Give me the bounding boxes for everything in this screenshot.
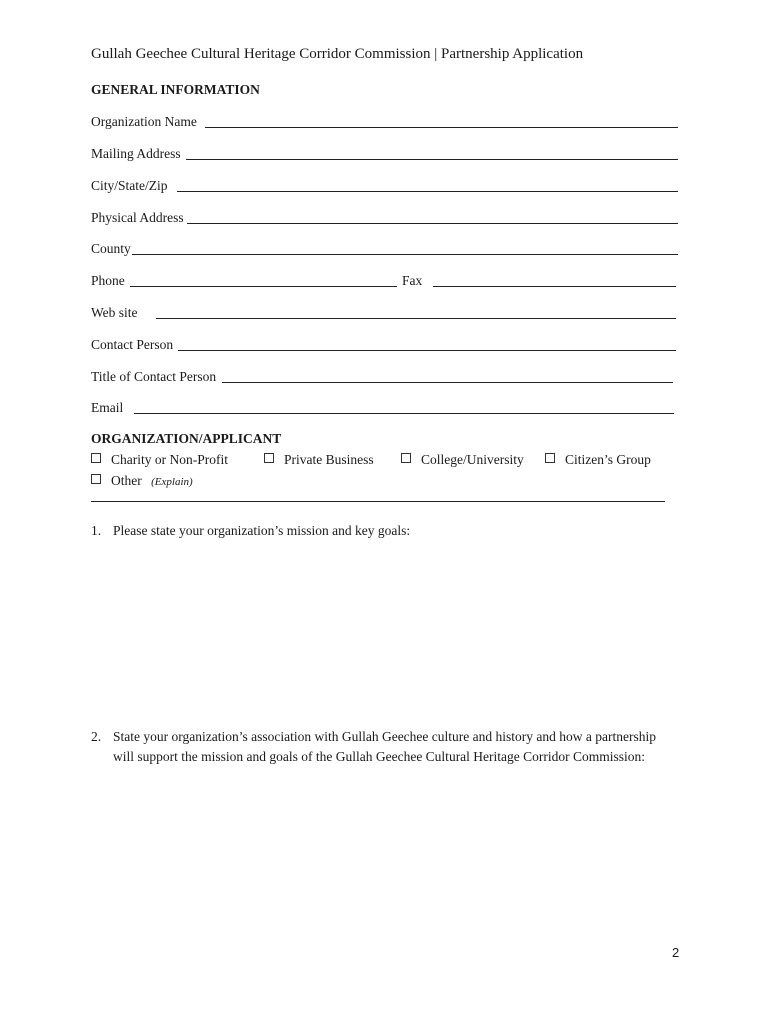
web-site-label: Web site [91, 305, 138, 320]
title-of-contact-label: Title of Contact Person [91, 369, 217, 384]
question-2-number: 2. [91, 729, 102, 744]
email-field[interactable] [134, 413, 674, 414]
charity-label: Charity or Non-Profit [111, 452, 228, 467]
phone-field[interactable] [130, 286, 397, 287]
question-1-text: Please state your organization’s mission and key goals: [113, 523, 411, 538]
college-label: College/University [421, 452, 524, 467]
citizens-group-label: Citizen’s Group [565, 452, 651, 467]
phone-label: Phone [91, 273, 125, 288]
private-business-option[interactable] [264, 452, 374, 468]
page-header-title: Gullah Geechee Cultural Heritage Corridor Commission | Partnership Application [91, 46, 584, 62]
charity-option[interactable] [91, 452, 228, 468]
explain-label: (Explain) [151, 476, 193, 488]
physical-address-field[interactable] [187, 223, 678, 224]
contact-person-field[interactable] [178, 350, 676, 351]
city-state-zip-label: City/State/Zip [91, 178, 168, 193]
contact-person-label: Contact Person [91, 337, 174, 352]
other-explain-field[interactable] [91, 501, 665, 502]
organization-name-label: Organization Name [91, 114, 197, 129]
question-1-number: 1. [91, 523, 102, 538]
county-field[interactable] [132, 254, 678, 255]
mailing-address-label: Mailing Address [91, 146, 181, 161]
email-label: Email [91, 400, 124, 415]
checkbox-icon[interactable] [545, 453, 555, 463]
checkbox-icon[interactable] [91, 474, 101, 484]
checkbox-icon[interactable] [401, 453, 411, 463]
city-state-zip-field[interactable] [177, 191, 678, 192]
web-site-field[interactable] [156, 318, 676, 319]
county-label: County [91, 241, 131, 256]
citizens-group-option[interactable] [545, 452, 651, 468]
title-of-contact-field[interactable] [222, 382, 673, 383]
college-option[interactable] [401, 452, 524, 468]
checkbox-icon[interactable] [91, 453, 101, 463]
organization-name-field[interactable] [205, 127, 678, 128]
physical-address-label: Physical Address [91, 210, 184, 225]
other-option[interactable] [91, 473, 193, 489]
question-2-line-2: will support the mission and goals of the Gullah Geechee Cultural Heritage Corridor Commission: [113, 749, 646, 764]
general-information-heading: GENERAL INFORMATION [91, 82, 260, 97]
fax-label: Fax [402, 273, 423, 288]
mailing-address-field[interactable] [186, 159, 678, 160]
fax-field[interactable] [433, 286, 676, 287]
private-business-label: Private Business [284, 452, 374, 467]
organization-applicant-heading: ORGANIZATION/APPLICANT [91, 431, 282, 446]
checkbox-icon[interactable] [264, 453, 274, 463]
other-label: Other [111, 473, 142, 488]
question-2-line-1: State your organization’s association with Gullah Geechee culture and history and how a partnership [113, 729, 656, 744]
page-number: 2 [672, 945, 680, 960]
